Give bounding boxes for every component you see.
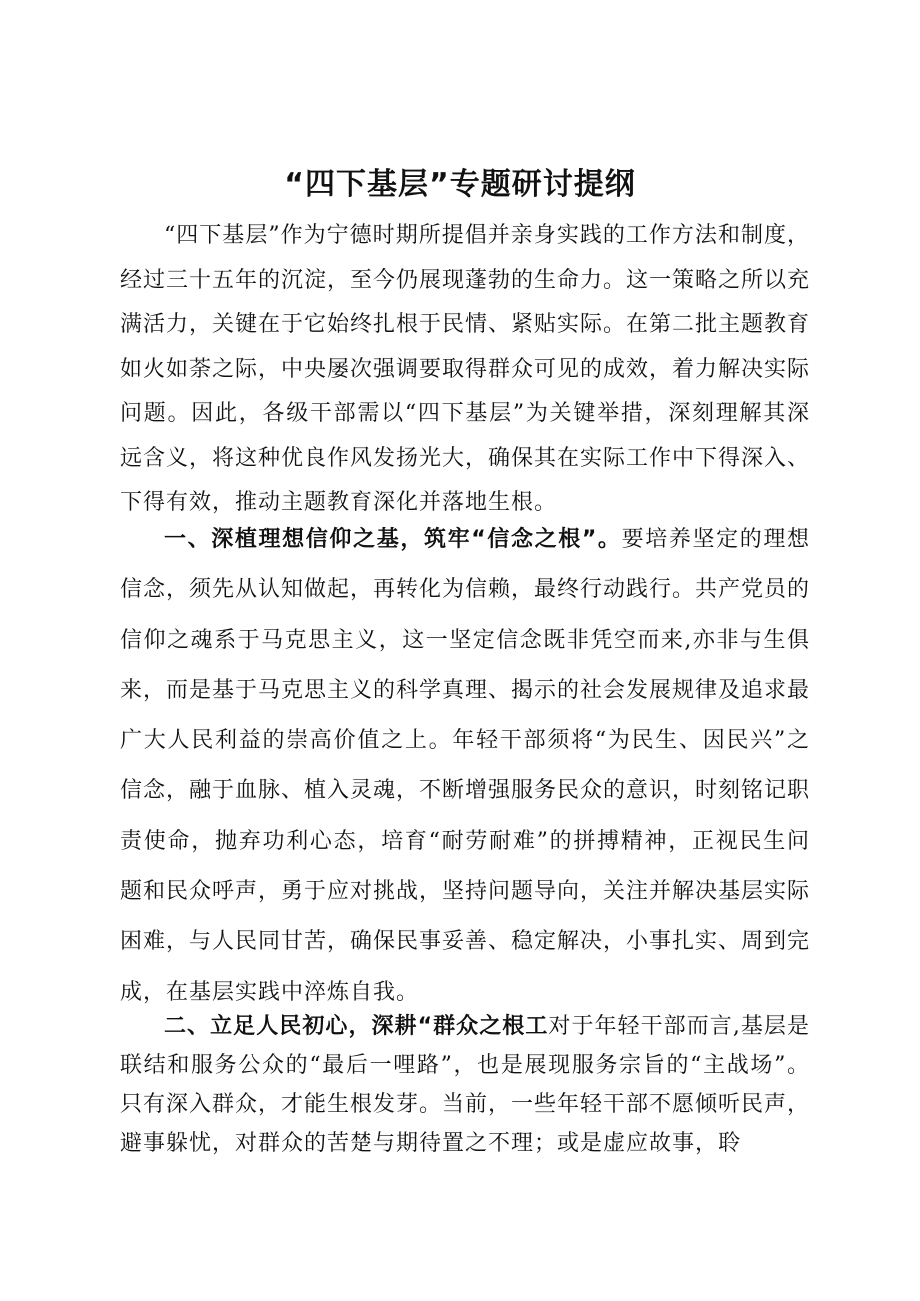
section-2-body: 对于年轻干部而言,基层是联结和服务公众的“最后一哩路”，也是展现服务宗旨的“主战场”。只有深入群众，才能生根发芽。当前，一些年轻干部不愿倾听民声，避事躲忧，对群众的苦楚与期待置之不理；或是虚应故事，聆 <box>120 1014 811 1156</box>
document-title: “四下基层”专题研讨提纲 <box>284 167 636 202</box>
section-1-heading: 一、深植理想信仰之基，筑牢“信念之根”。 <box>164 527 622 552</box>
intro-paragraph: “四下基层”作为宁德时期所提倡并亲身实践的工作方法和制度，经过三十五年的沉淀，至今仍展现蓬勃的生命力。这一策略之所以充满活力，关键在于它始终扎根于民情、紧贴实际。在第二批主题教育如火如荼之际，中央屡次强调要取得群众可见的成效，着力解决实际问题。因此，各级干部需以“四下基层”为关键举措，深刻理解其深远含义，将这种优良作风发扬光大，确保其在实际工作中下得深入、下得有效，推动主题教育深化并落地生根。 <box>120 223 811 515</box>
section-2-paragraph <box>120 1007 810 1163</box>
section-1-paragraph <box>120 515 810 1018</box>
section-2-heading: 二、立足人民初心，深耕“群众之根工 <box>164 1014 549 1039</box>
section-1-body: 要培养坚定的理想信念，须先从认知做起，再转化为信赖，最终行动践行。共产党员的信仰之魂系于马克思主义，这一坚定信念既非凭空而来,亦非与生俱来，而是基于马克思主义的科学真理、揭示的社会发展规律及追求最广大人民利益的崇高价值之上。年轻干部须将“为民生、因民兴”之信念，融于血脉、植入灵魂，不断增强服务民众的意识，时刻铭记职责使命，抛弃功利心态，培育“耐劳耐难”的拼搏精神，正视民生问题和民众呼声，勇于应对挑战，坚持问题导向，关注并解决基层实际困难，与人民同甘苦，确保民事妥善、稳定解决，小事扎实、周到完成，在基层实践中淬炼自我。 <box>120 527 811 1005</box>
